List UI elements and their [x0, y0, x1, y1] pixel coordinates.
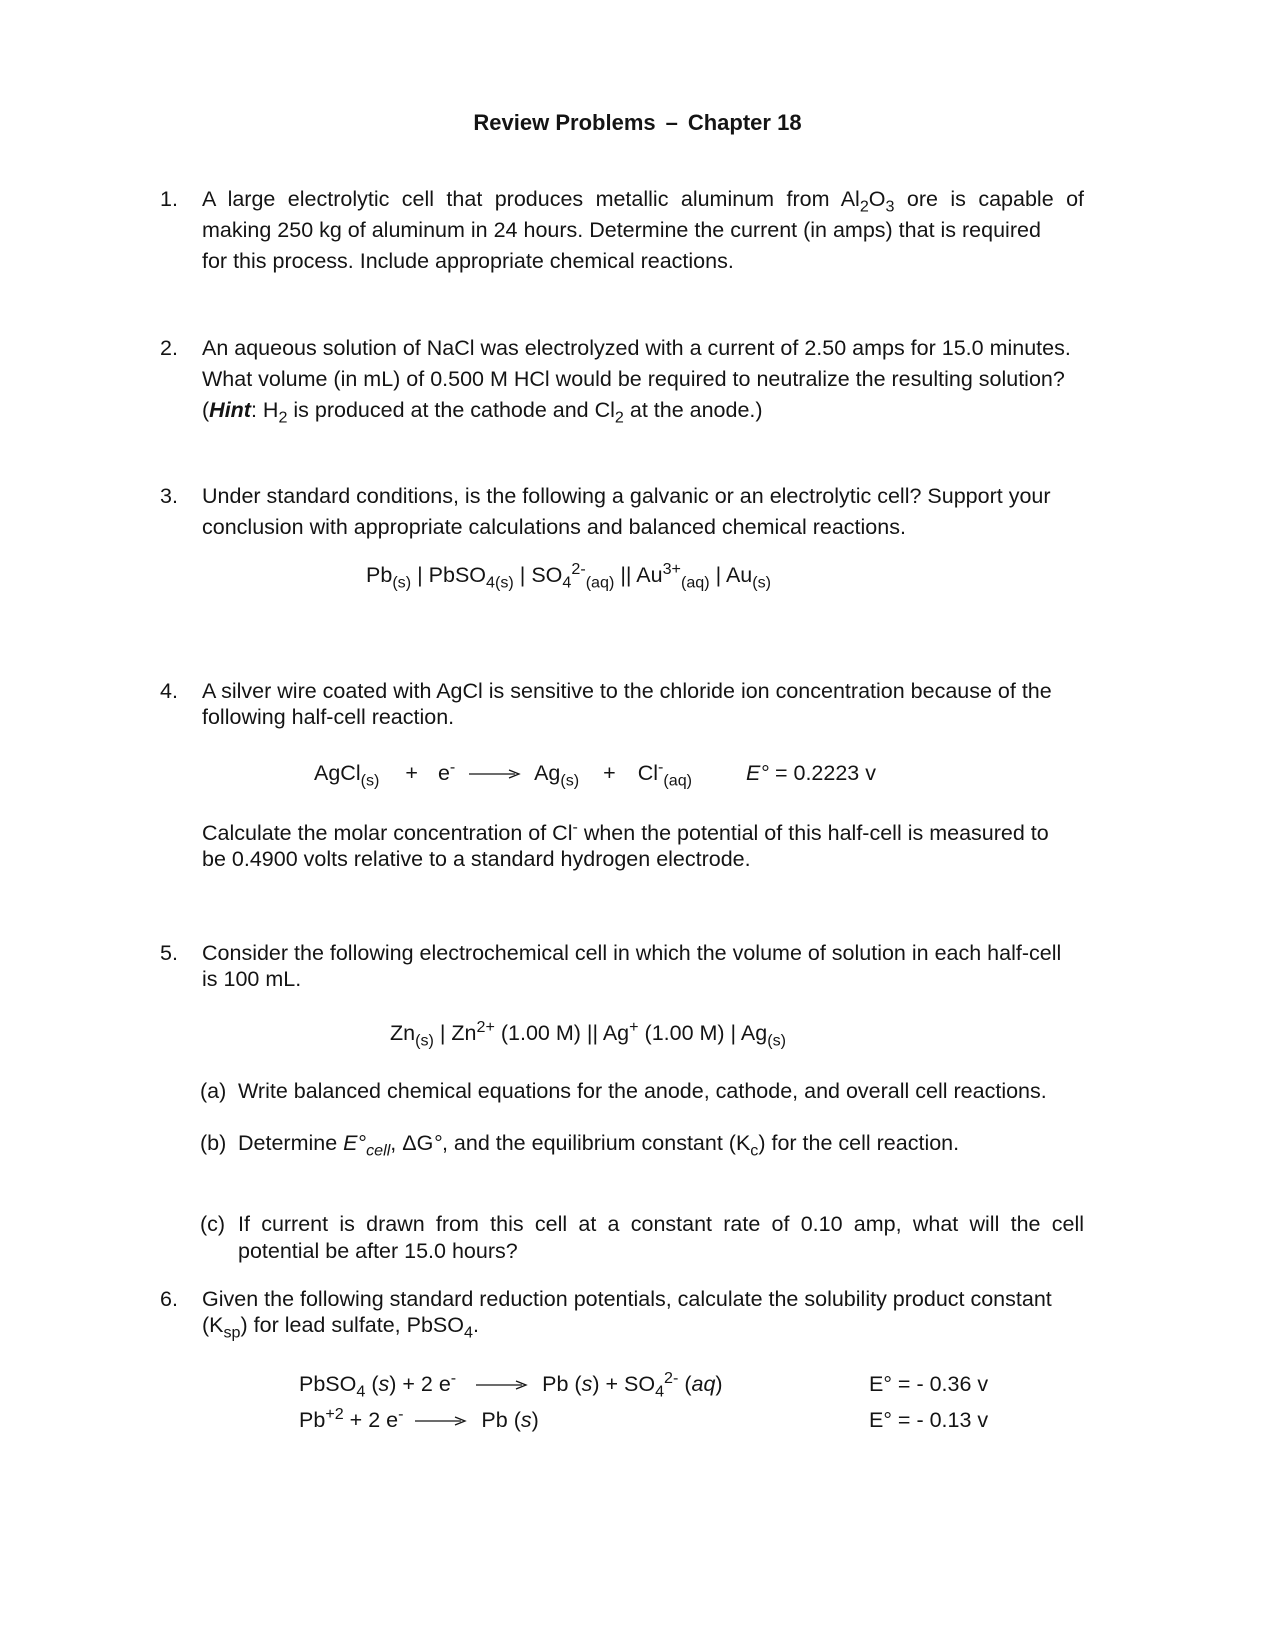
subscript: 4 — [655, 1382, 665, 1401]
problem-number: 3. — [160, 484, 178, 508]
part-text — [238, 1130, 1084, 1160]
problem-line — [202, 184, 1084, 215]
title-left: Review Problems — [473, 110, 656, 135]
cell-notation-equation — [366, 559, 772, 592]
part-label: (a) — [200, 1079, 227, 1103]
subscript: cell — [366, 1141, 391, 1160]
subscript: 4 — [464, 1323, 473, 1342]
subscript: (s) — [494, 573, 514, 592]
problem-line — [202, 817, 1084, 846]
text-span: s — [378, 1372, 390, 1396]
part-label: (c) — [200, 1212, 226, 1236]
problem-line: conclusion with appropriate calculations and balanced chemical reactions. — [202, 515, 906, 539]
text-span: ) for the cell reaction. — [758, 1131, 960, 1155]
text-span: ) — [531, 1408, 539, 1432]
text-span: s — [520, 1408, 532, 1432]
problem-line: is 100 mL. — [202, 967, 302, 991]
reaction-arrow-icon — [476, 1380, 528, 1390]
text-span: e — [437, 761, 450, 785]
text-span: | Zn — [433, 1021, 477, 1045]
text-span: at the anode.) — [623, 398, 763, 422]
problem-text — [202, 481, 1084, 543]
problem-line: A silver wire coated with AgCl is sensitive to the chloride ion concentration because of the — [202, 679, 1052, 703]
superscript: - — [398, 1404, 404, 1423]
title-dash: – — [665, 110, 678, 135]
text-span: (1.00 M) || Ag — [494, 1021, 630, 1045]
text-span: ) for lead sulfate, PbSO — [240, 1313, 464, 1337]
text-span: (1.00 M) | Ag — [638, 1021, 768, 1045]
superscript: + — [629, 1017, 639, 1036]
subscript: (aq) — [585, 573, 615, 592]
problem-line — [202, 1312, 1084, 1342]
subscript: (aq) — [680, 573, 710, 592]
superscript: - — [572, 817, 578, 836]
superscript: 2+ — [476, 1017, 495, 1036]
subscript: sp — [223, 1323, 241, 1342]
problem-line: Given the following standard reduction potentials, calculate the solubility product constant — [202, 1287, 1052, 1311]
subscript: 2 — [859, 197, 869, 216]
subscript: 2 — [614, 408, 624, 427]
reaction-arrow-icon — [415, 1416, 467, 1426]
text-span: Cl — [637, 761, 659, 785]
reduction-equation-2 — [299, 1404, 539, 1433]
text-span: Pb ( — [542, 1372, 582, 1396]
text-span: s — [581, 1372, 593, 1396]
text-span: Ag — [534, 761, 561, 785]
problem-number: 1. — [160, 187, 178, 211]
problem-line: Consider the following electrochemical cell in which the volume of solution in each half-cell — [202, 941, 1062, 965]
text-span: + — [603, 761, 616, 785]
text-span: ° — [357, 1131, 367, 1155]
part-label: (b) — [200, 1131, 227, 1155]
text-span: AgCl — [314, 761, 361, 785]
text-span: : H — [250, 398, 279, 422]
standard-potential-1: E° = - 0.36 v — [869, 1372, 989, 1396]
problem-text — [202, 817, 1084, 872]
problem-line: An aqueous solution of NaCl was electrolyzed with a current of 2.50 amps for 15.0 minutes. — [202, 336, 1071, 360]
problem-text — [202, 940, 1084, 992]
text-span: PbSO — [299, 1372, 357, 1396]
text-span: E — [343, 1131, 358, 1155]
text-span: | Au — [709, 563, 753, 587]
problem-line: for this process. Include appropriate chemical reactions. — [202, 249, 734, 273]
text-span: Determine — [238, 1131, 344, 1155]
text-span: O — [868, 187, 886, 211]
subscript: (s) — [752, 573, 772, 592]
text-span: E — [746, 761, 761, 785]
text-span: Zn — [390, 1021, 416, 1045]
subscript: 2 — [278, 408, 288, 427]
superscript: +2 — [325, 1404, 344, 1423]
problem-text — [202, 184, 1084, 277]
subscript: 4 — [356, 1382, 366, 1401]
superscript: 2- — [571, 559, 586, 578]
reduction-equation-1: PbSO$_4$ (s) + 2 e- Pb $(s) + SO_4^{2-}$ (aq) — [299, 1368, 723, 1401]
problem-text — [202, 333, 1084, 426]
text-span: ore is capable of — [894, 187, 1084, 211]
text-span: | SO — [513, 563, 563, 587]
problem-line — [202, 395, 1084, 426]
text-span: ° — [433, 1131, 442, 1155]
text-span: A large electrolytic cell that produces metallic aluminum from Al — [202, 187, 860, 211]
text-span: , ΔG — [390, 1131, 434, 1155]
part-text: Write balanced chemical equations for the anode, cathode, and overall cell reactions. — [238, 1079, 1047, 1103]
superscript: 2- — [664, 1368, 679, 1387]
problem-text — [202, 678, 1084, 730]
superscript: - — [658, 757, 664, 776]
text-span: (K — [202, 1313, 224, 1337]
part-line: potential be after 15.0 hours? — [238, 1239, 518, 1263]
problem-number: 2. — [160, 336, 178, 360]
text-span: is produced at the cathode and Cl — [287, 398, 615, 422]
problem-text — [202, 1286, 1084, 1342]
text-span: aq — [691, 1372, 716, 1396]
text-span: = 0.2223 v — [768, 761, 876, 785]
reaction-arrow-icon — [469, 769, 521, 779]
text-span: Pb — [366, 563, 393, 587]
title-right: Chapter 18 — [687, 110, 802, 135]
superscript: - — [450, 1368, 457, 1387]
text-span: | PbSO — [411, 563, 487, 587]
text-span: , and the equilibrium constant (K — [441, 1131, 751, 1155]
part-line: If current is drawn from this cell at a constant rate of 0.10 amp, what will the cell — [238, 1212, 1084, 1236]
text-span: when the potential of this half-cell is measured to — [577, 821, 1049, 845]
text-span: || Au — [614, 563, 663, 587]
problem-line: be 0.4900 volts relative to a standard hydrogen electrode. — [202, 847, 751, 871]
problem-line: making 250 kg of aluminum in 24 hours. Determine the current (in amps) that is required — [202, 218, 1041, 242]
subscript: (s) — [415, 1031, 434, 1050]
text-span: Pb ( — [481, 1408, 521, 1432]
text-span: ) + SO — [592, 1372, 656, 1396]
text-span: Calculate the molar concentration of Cl — [202, 821, 573, 845]
subscript: 4 — [562, 573, 572, 592]
half-cell-reaction-equation — [314, 757, 876, 790]
text-span: + 2 e — [402, 1372, 451, 1396]
subscript: (s) — [560, 771, 580, 790]
electrochemical-cell-equation — [390, 1017, 787, 1050]
page-title — [0, 110, 1275, 136]
part-text — [238, 1211, 1084, 1265]
superscript: - — [449, 757, 456, 776]
text-span: + — [405, 761, 418, 785]
subscript: 4 — [486, 573, 495, 592]
hint-label: Hint — [209, 398, 251, 422]
problem-line: Under standard conditions, is the following a galvanic or an electrolytic cell? Support your — [202, 484, 1051, 508]
subscript: (s) — [767, 1031, 787, 1050]
problem-number: 6. — [160, 1287, 178, 1311]
standard-potential-2: E° = - 0.13 v — [869, 1408, 989, 1432]
problem-line: following half-cell reaction. — [202, 705, 455, 729]
text-span: ( — [202, 398, 210, 422]
problem-number: 5. — [160, 941, 178, 965]
problem-number: 4. — [160, 679, 178, 703]
text-span: ° — [760, 761, 769, 785]
subscript: (aq) — [663, 771, 693, 790]
text-span: . — [472, 1313, 479, 1337]
subscript: c — [750, 1141, 759, 1160]
subscript: 3 — [885, 197, 895, 216]
text-span: + 2 e — [343, 1408, 399, 1432]
subscript: (s) — [360, 771, 380, 790]
text-span: Pb — [299, 1408, 326, 1432]
problem-line: What volume (in mL) of 0.500 M HCl would be required to neutralize the resulting solution? — [202, 367, 1065, 391]
subscript: (s) — [392, 573, 412, 592]
superscript: 3+ — [662, 559, 681, 578]
